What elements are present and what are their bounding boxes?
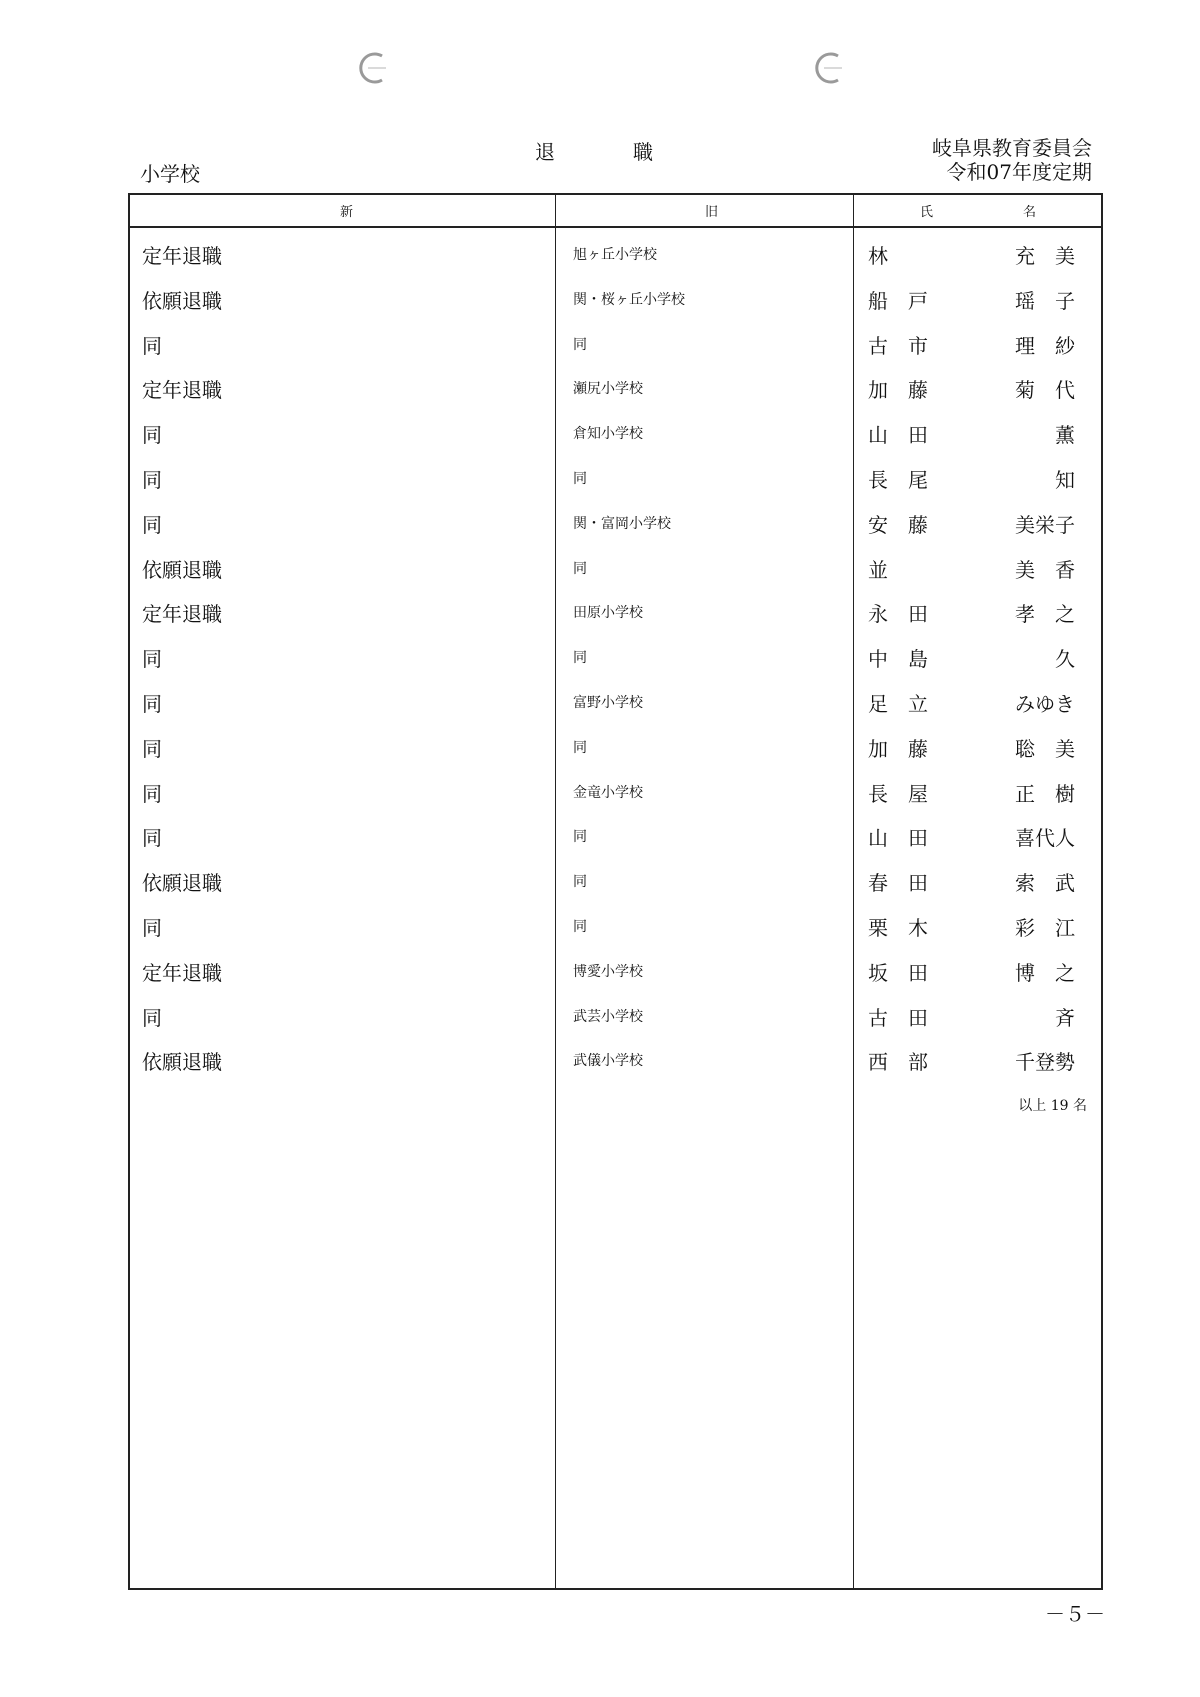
cell-given-name: みゆき [1015,691,1075,716]
cell-given-name: 聡美 [1015,736,1095,761]
binder-hole-mark-right [808,48,848,88]
cell-old-school: 同 [573,829,587,846]
cell-family-name: 春田 [868,871,948,896]
cell-old-school: 同 [573,918,587,935]
cell-family-name: 古市 [868,333,948,358]
cell-old-school: 関・桜ヶ丘小学校 [573,291,685,308]
table-row [130,957,1101,1002]
cell-family-name: 並 [868,557,908,582]
cell-family-name: 林 [868,244,908,268]
cell-given-name: 索武 [1015,871,1095,896]
cell-given-name: 孝之 [1015,602,1095,627]
header-old: 旧 [705,205,719,220]
cell-given-name: 知 [1055,467,1075,492]
cell-new-position: 定年退職 [142,378,222,403]
title-char-1: 退 [535,140,555,164]
title-char-2: 職 [633,140,653,164]
cell-given-name: 美栄子 [1015,512,1075,537]
cell-given-name: 理紗 [1015,333,1095,358]
table-row [130,912,1101,957]
organization-name: 岐阜県教育委員会 [932,136,1092,160]
cell-family-name: 加藤 [868,378,948,403]
cell-family-name: 安藤 [868,512,948,537]
cell-given-name: 彩江 [1015,915,1095,940]
cell-new-position: 同 [142,512,162,537]
cell-old-school: 同 [573,336,587,353]
header-name-2: 名 [1023,205,1037,220]
table-row [130,285,1101,330]
cell-given-name: 薫 [1055,423,1075,448]
table-row [130,509,1101,554]
header-name-1: 氏 [920,205,934,220]
cell-old-school: 同 [573,470,587,487]
cell-new-position: 依願退職 [142,871,222,896]
binder-hole-mark-left [352,48,392,88]
cell-old-school: 旭ヶ丘小学校 [573,247,657,263]
cell-given-name: 斉 [1055,1005,1075,1030]
cell-new-position: 定年退職 [142,244,222,268]
page-number: －５－ [1045,1602,1105,1626]
cell-new-position: 依願退職 [142,557,222,582]
header-divider [130,226,1101,228]
cell-new-position: 同 [142,736,162,761]
table-row [130,240,1101,285]
retirement-table [128,193,1103,1590]
table-body [130,240,1101,1091]
period-label: 令和07年度定期 [946,160,1092,184]
cell-family-name: 古田 [868,1005,948,1030]
cell-given-name: 美香 [1015,557,1095,582]
table-row [130,419,1101,464]
cell-old-school: 同 [573,650,587,667]
cell-new-position: 同 [142,781,162,806]
cell-family-name: 加藤 [868,736,948,761]
table-row [130,733,1101,778]
cell-new-position: 同 [142,647,162,672]
header-new: 新 [340,205,354,220]
cell-old-school: 関・富岡小学校 [573,515,671,532]
cell-family-name: 長尾 [868,467,948,492]
cell-family-name: 長屋 [868,781,948,806]
table-row [130,822,1101,867]
school-type-label: 小学校 [140,162,200,186]
cell-given-name: 菊代 [1015,378,1095,403]
cell-family-name: 船戸 [868,288,948,313]
organization-block [932,136,1092,184]
cell-new-position: 同 [142,1005,162,1030]
table-row [130,1046,1101,1091]
cell-family-name: 山田 [868,423,948,448]
cell-given-name: 正樹 [1015,781,1095,806]
cell-given-name: 博之 [1015,960,1095,985]
cell-given-name: 充美 [1015,244,1095,268]
table-row [130,688,1101,733]
cell-new-position: 同 [142,691,162,716]
cell-given-name: 喜代人 [1015,826,1075,851]
cell-old-school: 武芸小学校 [573,1008,643,1025]
cell-new-position: 依願退職 [142,1050,222,1075]
table-row [130,867,1101,912]
cell-new-position: 同 [142,826,162,851]
cell-new-position: 定年退職 [142,960,222,985]
cell-old-school: 同 [573,874,587,891]
table-row [130,643,1101,688]
cell-old-school: 金竜小学校 [573,784,643,801]
cell-family-name: 足立 [868,691,948,716]
table-row [130,464,1101,509]
table-row [130,598,1101,643]
cell-old-school: 同 [573,560,587,577]
cell-family-name: 坂田 [868,960,948,985]
cell-old-school: 武儀小学校 [573,1053,643,1070]
cell-family-name: 栗木 [868,915,948,940]
cell-family-name: 中島 [868,647,948,672]
cell-old-school: 博愛小学校 [573,963,643,980]
cell-given-name: 久 [1055,647,1075,672]
cell-given-name: 瑶子 [1015,288,1095,313]
cell-old-school: 富野小学校 [573,694,643,711]
table-row [130,1002,1101,1047]
cell-old-school: 同 [573,739,587,756]
document-title [535,136,653,165]
cell-given-name: 千登勢 [1015,1050,1075,1075]
cell-new-position: 定年退職 [142,602,222,627]
cell-new-position: 同 [142,423,162,448]
cell-new-position: 同 [142,467,162,492]
cell-old-school: 田原小学校 [573,605,643,622]
table-row [130,778,1101,823]
table-row [130,374,1101,419]
table-row [130,554,1101,599]
cell-family-name: 西部 [868,1050,948,1075]
total-count: 以上 19 名 [1018,1098,1087,1114]
cell-family-name: 永田 [868,602,948,627]
cell-family-name: 山田 [868,826,948,851]
cell-new-position: 同 [142,333,162,358]
cell-new-position: 同 [142,915,162,940]
cell-old-school: 倉知小学校 [573,426,643,443]
table-row [130,330,1101,375]
cell-new-position: 依願退職 [142,288,222,313]
cell-old-school: 瀬尻小学校 [573,381,643,398]
